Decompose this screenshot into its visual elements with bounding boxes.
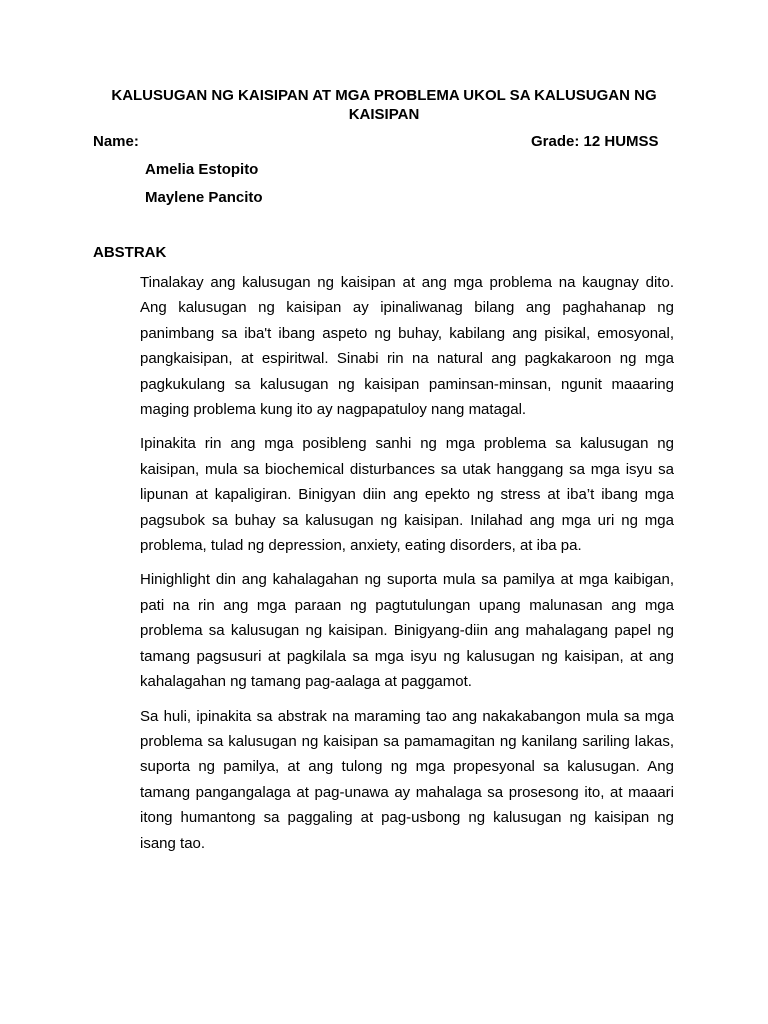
author-name: Maylene Pancito — [145, 189, 263, 206]
abstract-paragraph: Ipinakita rin ang mga posibleng sanhi ng mga problema sa kalusugan ng kaisipan, mula sa biochemical disturbances sa utak hanggang sa mga isyu sa lipunan at kapaligiran. Binigyan diin ang epekto ng stress at iba’t ibang mga pagsubok sa buhay sa kalusugan ng kaisipan. Inilahad ang mga uri ng mga problema, tulad ng depression, anxiety, eating disorders, at iba pa. — [140, 435, 674, 555]
author-name: Amelia Estopito — [145, 161, 259, 178]
name-label: Name: — [93, 133, 139, 150]
abstract-paragraph: Hinighlight din ang kahalagahan ng suporta mula sa pamilya at mga kaibigan, pati na rin ang mga paraan ng pagtutulungan upang malunasan ang mga problema sa kalusugan ng kaisipan. Binigyang-diin ang mahalagang papel ng tamang pagsusuri at pagkilala sa mga isyu ng kalusugan ng kaisipan, at ang kahalagahan ng tamang pag-aalaga at paggamot. — [140, 571, 674, 691]
section-heading: ABSTRAK — [93, 244, 167, 261]
abstract-paragraph: Sa huli, ipinakita sa abstrak na maraming tao ang nakakabangon mula sa mga problema sa kalusugan ng kaisipan sa pamamagitan ng kanilang sariling lakas, suporta ng pamilya, at ang tulong ng mga propesyonal sa kalusugan. Ang tamang pangangalaga at pag-unawa ay mahalaga sa prosesong ito, at maaari itong humantong sa paggaling at pag-usbong ng kalusugan ng kaisipan ng isang tao. — [140, 707, 674, 852]
abstract-paragraph: Tinalakay ang kalusugan ng kaisipan at ang mga problema na kaugnay dito. Ang kalusugan ng kaisipan ay ipinaliwanag bilang ang paghahanap ng panimbang sa iba't ibang aspeto ng buhay, kabilang ang pisikal, emosyonal, pangkaisipan, at espiritwal. Sinabi rin na natural ang pagkakaroon ng mga pagkukulang sa kalusugan ng kaisipan paminsan-minsan, ngunit maaaring maging problema kung ito ay nagpapatuloy nang matagal. — [140, 274, 674, 419]
grade-label: Grade: 12 HUMSS — [531, 133, 659, 150]
document-title: KALUSUGAN NG KAISIPAN AT MGA PROBLEMA UKOL SA KALUSUGAN NG KAISIPAN — [111, 87, 657, 123]
abstract-body — [140, 270, 674, 865]
